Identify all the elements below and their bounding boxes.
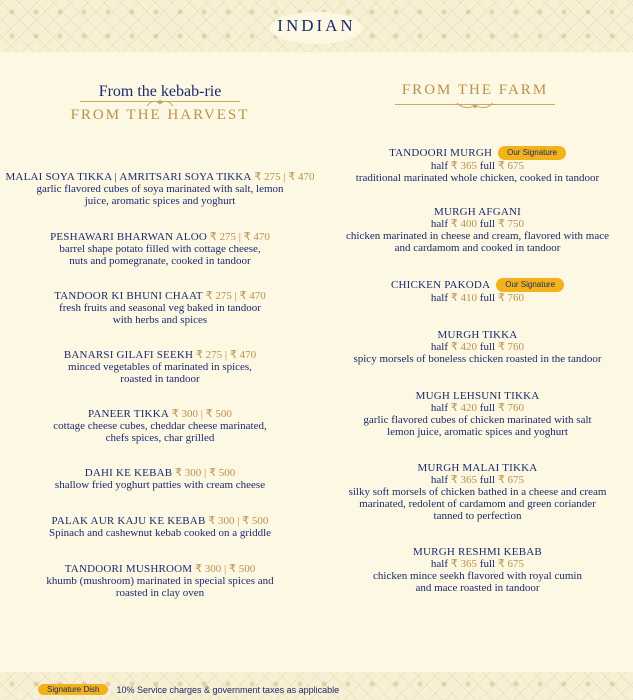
item-description: and cardamom and cooked in tandoor: [394, 242, 561, 254]
item-description: traditional marinated whole chicken, cooked in tandoor: [355, 172, 600, 184]
item-description: chicken mince seekh flavored with royal cumin: [373, 570, 582, 582]
full-price: ₹ 675: [497, 474, 525, 486]
item-name: BANARSI GILAFI SEEKH: [63, 349, 194, 361]
item-price: ₹ 300 | ₹ 500: [171, 408, 232, 420]
item-name: MURGH AFGANI: [433, 206, 522, 218]
footer-note-row: [38, 684, 339, 695]
half-label: half: [430, 160, 449, 172]
item-name: MURGH TIKKA: [437, 329, 518, 341]
signature-dish-badge: Signature Dish: [38, 684, 108, 695]
left-section-title: FROM THE HARVEST: [70, 107, 250, 123]
item-name: MUGH LEHSUNI TIKKA: [415, 390, 540, 402]
item-description: nuts and pomegranate, cooked in tandoor: [69, 255, 251, 267]
menu-item-farm: [330, 546, 625, 594]
menu-item-harvest: [0, 290, 320, 326]
full-label: full: [479, 402, 496, 414]
item-description: chefs spices, char grilled: [105, 432, 215, 444]
half-price: ₹ 365: [450, 558, 478, 570]
full-label: full: [479, 160, 496, 172]
full-price: ₹ 760: [497, 402, 525, 414]
item-name: PALAK AUR KAJU KE KEBAB: [51, 515, 206, 527]
full-price: ₹ 760: [497, 341, 525, 353]
half-price: ₹ 365: [450, 474, 478, 486]
menu-item-harvest: [0, 171, 320, 207]
left-subtitle: From the kebab-rie: [98, 83, 222, 100]
full-label: full: [479, 558, 496, 570]
page-title: INDIAN: [277, 16, 356, 35]
signature-badge: Our Signature: [496, 278, 564, 292]
item-price: ₹ 275 | ₹ 470: [209, 231, 270, 243]
menu-item-harvest: [0, 349, 320, 385]
item-description: khumb (mushroom) marinated in special spices and: [46, 575, 274, 587]
item-description: fresh fruits and seasonal veg baked in tandoor: [59, 302, 261, 314]
item-name: MURGH MALAI TIKKA: [417, 462, 538, 474]
full-label: full: [479, 218, 496, 230]
item-description: cottage cheese cubes, cheddar cheese marinated,: [53, 420, 267, 432]
item-description: roasted in clay oven: [115, 587, 205, 599]
item-price: ₹ 300 | ₹ 500: [195, 563, 256, 575]
half-label: half: [430, 402, 449, 414]
item-name: TANDOORI MURGH: [389, 147, 493, 159]
right-section-title: FROM THE FARM: [401, 82, 549, 98]
menu-item-farm: [330, 462, 625, 522]
item-description: silky soft morsels of chicken bathed in a cheese and cream: [348, 486, 607, 498]
item-name: CHICKEN PAKODA: [390, 279, 491, 291]
item-description: Spinach and cashewnut kebab cooked on a griddle: [48, 527, 272, 539]
item-description: minced vegetables of marinated in spices,: [68, 361, 252, 373]
item-name: TANDOOR KI BHUNI CHAAT: [54, 290, 203, 302]
item-price: ₹ 300 | ₹ 500: [175, 467, 236, 479]
half-label: half: [430, 218, 449, 230]
item-description: with herbs and spices: [112, 314, 208, 326]
half-label: half: [430, 292, 449, 304]
menu-item-farm: [330, 206, 625, 254]
full-price: ₹ 675: [497, 558, 525, 570]
half-label: half: [430, 474, 449, 486]
item-name: MURGH RESHMI KEBAB: [413, 546, 542, 558]
menu-item-farm: [330, 329, 625, 365]
item-name: PANEER TIKKA: [88, 408, 169, 420]
item-price: ₹ 300 | ₹ 500: [208, 515, 269, 527]
item-price: ₹ 275 | ₹ 470: [254, 171, 315, 183]
item-description: and mace roasted in tandoor: [415, 582, 540, 594]
full-price: ₹ 750: [497, 218, 525, 230]
item-description: shallow fried yoghurt patties with cream cheese: [54, 479, 266, 491]
menu-item-harvest: [0, 563, 320, 599]
menu-item-farm: [330, 390, 625, 438]
full-label: full: [479, 292, 496, 304]
item-name: TANDOORI MUSHROOM: [64, 563, 193, 575]
item-name: MALAI SOYA TIKKA | AMRITSARI SOYA TIKKA: [5, 171, 252, 183]
menu-item-harvest: [0, 515, 320, 539]
item-description: lemon juice, aromatic spices and yoghurt: [387, 426, 568, 438]
half-price: ₹ 420: [450, 402, 478, 414]
half-label: half: [430, 558, 449, 570]
menu-item-farm: [330, 278, 625, 304]
item-description: marinated, redolent of cardamom and green coriander: [359, 498, 596, 510]
item-price: ₹ 275 | ₹ 470: [195, 349, 257, 361]
item-description: juice, aromatic spices and yoghurt: [84, 195, 236, 207]
half-price: ₹ 420: [450, 341, 478, 353]
item-description: garlic flavored cubes of soya marinated with salt, lemon: [36, 183, 284, 195]
item-description: barrel shape potato filled with cottage cheese,: [59, 243, 261, 255]
menu-item-harvest: [0, 467, 320, 491]
right-header-flourish: [455, 99, 495, 111]
tax-note: 10% Service charges & government taxes as applicable: [116, 685, 340, 695]
half-price: ₹ 365: [450, 160, 478, 172]
signature-badge: Our Signature: [498, 146, 566, 160]
half-label: half: [430, 341, 449, 353]
full-label: full: [479, 474, 496, 486]
item-description: garlic flavored cubes of chicken marinated with salt: [363, 414, 592, 426]
item-price: ₹ 275 | ₹ 470: [205, 290, 266, 302]
menu-item-harvest: [0, 408, 320, 444]
full-label: full: [479, 341, 496, 353]
item-name: DAHI KE KEBAB: [84, 467, 173, 479]
item-description: tanned to perfection: [433, 510, 522, 522]
full-price: ₹ 675: [497, 160, 525, 172]
menu-item-harvest: [0, 231, 320, 267]
half-price: ₹ 410: [450, 292, 478, 304]
half-price: ₹ 400: [450, 218, 478, 230]
item-name: PESHAWARI BHARWAN ALOO: [50, 231, 207, 243]
item-description: spicy morsels of boneless chicken roasted in the tandoor: [353, 353, 602, 365]
menu-item-farm: [330, 146, 625, 184]
full-price: ₹ 760: [497, 292, 525, 304]
item-description: chicken marinated in cheese and cream, flavored with mace: [346, 230, 609, 242]
item-description: roasted in tandoor: [120, 373, 200, 385]
